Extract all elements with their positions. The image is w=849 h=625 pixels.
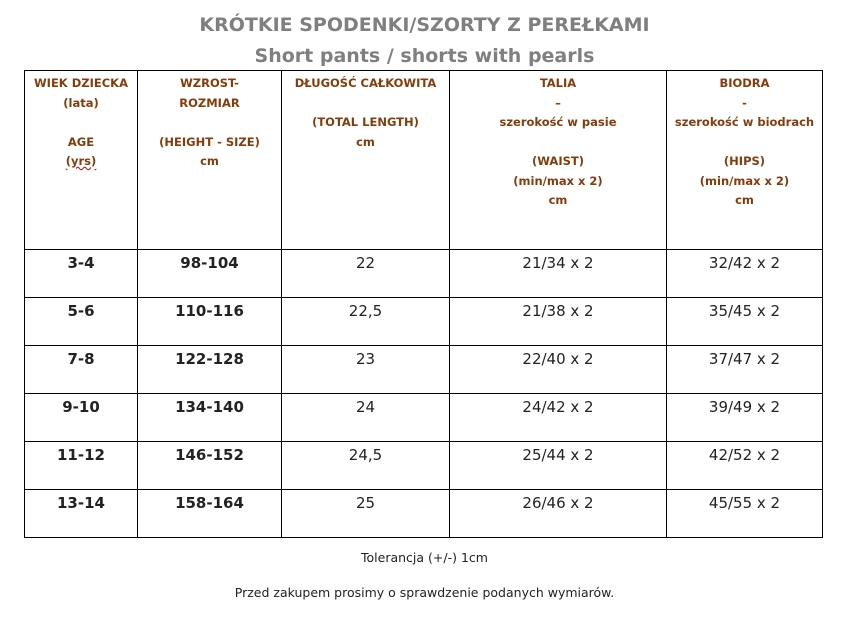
header-line: cm xyxy=(200,154,219,168)
cell-length: 25 xyxy=(282,490,450,538)
header-line: WZROST- xyxy=(180,76,239,90)
header-line: – xyxy=(555,95,561,110)
header-line: (lata) xyxy=(63,95,99,110)
header-line: AGE xyxy=(67,134,95,149)
size-table xyxy=(24,70,823,538)
header-line: szerokość w biodrach xyxy=(674,115,815,129)
cell-waist: 22/40 x 2 xyxy=(450,346,667,394)
header-line: cm xyxy=(735,193,754,207)
cell-height: 110-116 xyxy=(138,298,282,346)
header-line xyxy=(282,94,449,114)
header-length xyxy=(282,71,450,250)
header-line: cm xyxy=(356,134,375,149)
table-row xyxy=(25,298,823,346)
cell-hips: 39/49 x 2 xyxy=(667,394,823,442)
cell-hips: 37/47 x 2 xyxy=(667,346,823,394)
cell-age: 7-8 xyxy=(25,346,138,394)
table-row xyxy=(25,490,823,538)
header-line: ROZMIAR xyxy=(179,95,240,110)
header-line: WIEK DZIECKA xyxy=(33,76,128,90)
header-line xyxy=(667,133,822,153)
cell-age: 5-6 xyxy=(25,298,138,346)
cell-length: 24,5 xyxy=(282,442,450,490)
cell-height: 146-152 xyxy=(138,442,282,490)
header-line: - xyxy=(742,95,747,110)
header-age xyxy=(25,71,138,250)
header-height xyxy=(138,71,282,250)
header-line: TALIA xyxy=(539,76,577,90)
measure-check-note: Przed zakupem prosimy o sprawdzenie podanych wymiarów. xyxy=(234,585,615,600)
header-line xyxy=(138,113,281,133)
table-row xyxy=(25,346,823,394)
header-yrs: (yrs) xyxy=(65,154,97,168)
cell-hips: 45/55 x 2 xyxy=(667,490,823,538)
header-hips xyxy=(667,71,823,250)
cell-age: 11-12 xyxy=(25,442,138,490)
header-line xyxy=(25,113,137,133)
cell-hips: 32/42 x 2 xyxy=(667,250,823,298)
cell-length: 23 xyxy=(282,346,450,394)
cell-age: 9-10 xyxy=(25,394,138,442)
header-line: (TOTAL LENGTH) xyxy=(312,115,419,129)
cell-hips: 35/45 x 2 xyxy=(667,298,823,346)
cell-waist: 21/38 x 2 xyxy=(450,298,667,346)
cell-waist: 21/34 x 2 xyxy=(450,250,667,298)
cell-waist: 24/42 x 2 xyxy=(450,394,667,442)
cell-length: 24 xyxy=(282,394,450,442)
cell-height: 122-128 xyxy=(138,346,282,394)
header-line: (HEIGHT - SIZE) xyxy=(159,134,260,149)
header-line: DŁUGOŚĆ CAŁKOWITA xyxy=(294,76,437,90)
header-line xyxy=(450,133,666,153)
page-subtitle: Short pants / shorts with pearls xyxy=(254,45,595,67)
cell-length: 22,5 xyxy=(282,298,450,346)
cell-height: 134-140 xyxy=(138,394,282,442)
header-line: (min/max x 2) xyxy=(699,173,790,188)
table-row xyxy=(25,250,823,298)
cell-age: 13-14 xyxy=(25,490,138,538)
table-header-row xyxy=(25,71,823,250)
cell-age: 3-4 xyxy=(25,250,138,298)
header-line: BIODRA xyxy=(719,76,770,90)
header-line: (WAIST) xyxy=(532,154,584,168)
header-waist xyxy=(450,71,667,250)
page-title: KRÓTKIE SPODENKI/SZORTY Z PEREŁKAMI xyxy=(199,14,650,36)
header-line xyxy=(25,152,137,172)
header-line: cm xyxy=(548,193,568,207)
cell-length: 22 xyxy=(282,250,450,298)
cell-waist: 26/46 x 2 xyxy=(450,490,667,538)
cell-height: 98-104 xyxy=(138,250,282,298)
header-line: szerokość w pasie xyxy=(499,115,617,129)
cell-hips: 42/52 x 2 xyxy=(667,442,823,490)
header-line: (min/max x 2) xyxy=(513,173,603,188)
table-row xyxy=(25,394,823,442)
tolerance-note: Tolerancja (+/-) 1cm xyxy=(361,550,488,565)
cell-height: 158-164 xyxy=(138,490,282,538)
header-line: (HIPS) xyxy=(723,154,766,168)
cell-waist: 25/44 x 2 xyxy=(450,442,667,490)
table-row xyxy=(25,442,823,490)
